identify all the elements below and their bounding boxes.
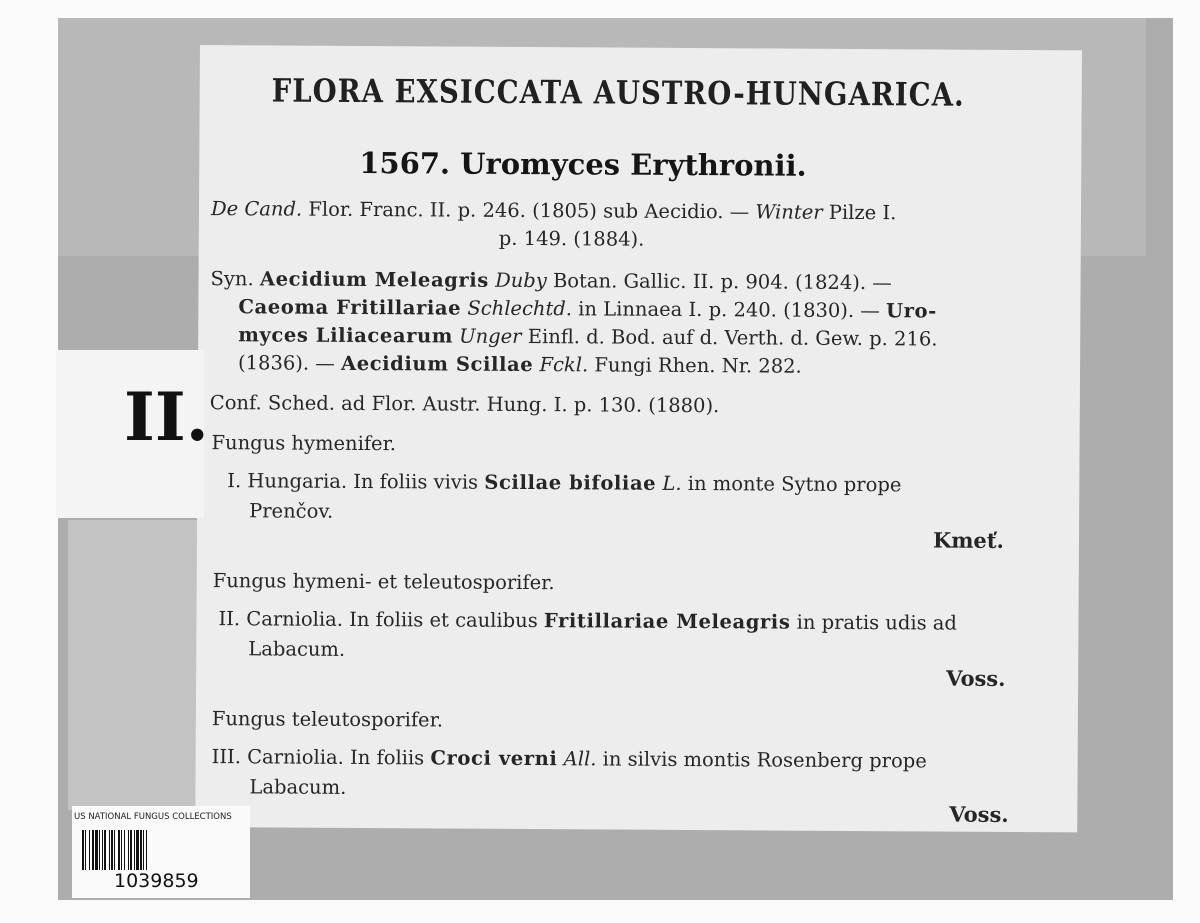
synonym-text: Einfl. d. Bod. auf d. Verth. d. Gew. p. 216. [527, 325, 938, 351]
synonym-text: (1836). — [237, 351, 335, 375]
synonym-name: Uro- [885, 299, 937, 323]
citation-line-2: p. 149. (1884). [498, 226, 645, 251]
synonym-name: myces Liliacearum [238, 323, 454, 348]
host-name: Scillae bifoliae [484, 470, 657, 495]
collector: Voss. [949, 801, 1009, 827]
synonym-text: in Linnaea I. p. 240. (1830). — [578, 297, 880, 323]
section-number: I. [227, 469, 242, 493]
section-locality-line-2: Labacum. [249, 775, 347, 799]
synonym-author: Duby [495, 268, 547, 293]
synonym-text: Botan. Gallic. II. p. 904. (1824). — [552, 269, 892, 295]
citation-text: Flor. Franc. II. p. 246. (1805) sub Aecidio. — [308, 197, 750, 224]
synonym-line-4 [238, 351, 802, 377]
barcode-label [72, 806, 250, 898]
synonym-name: Caeoma Fritillariae [238, 295, 462, 320]
citation-text-2: Pilze I. [828, 200, 897, 225]
section-locality-line-1 [227, 469, 901, 496]
section-locality-line-2: Labacum. [248, 637, 346, 661]
conf-line: Conf. Sched. ad Flor. Austr. Hung. I. p. 130. (1880). [209, 391, 720, 418]
locality-text: in silvis montis Rosenberg prope [602, 747, 927, 773]
synonym-text: Fungi Rhen. Nr. 282. [594, 353, 802, 378]
label-header: FLORA EXSICCATA AUSTRO-HUNGARICA. [271, 71, 965, 114]
synonym-line-2 [238, 295, 937, 322]
synonym-author: Fckl. [539, 353, 589, 377]
section-heading: Fungus hymeni- et teleutosporifer. [212, 569, 555, 595]
host-name: Croci verni [430, 746, 558, 771]
barcode-number: 1039859 [114, 870, 199, 892]
collector: Voss. [946, 665, 1006, 691]
locality-text: Carniolia. In foliis [247, 745, 425, 770]
section-locality-line-1 [218, 607, 957, 635]
synonym-author: Schlechtd. [467, 296, 573, 321]
locality-text: Carniolia. In foliis et caulibus [246, 607, 538, 633]
exsiccata-label [195, 45, 1082, 832]
barcode-bar [147, 830, 149, 870]
section-number: II. [218, 607, 241, 631]
synonym-name: Aecidium Meleagris [259, 267, 489, 292]
host-author: L. [662, 471, 682, 495]
section-locality-line-2: Prenčov. [249, 499, 334, 523]
citation-author: De Cand. [210, 197, 303, 221]
synonym-name: Aecidium Scillae [340, 351, 534, 377]
synonym-prefix: Syn. [210, 267, 254, 291]
synonym-line-3 [238, 323, 937, 350]
section-locality-line-1 [212, 745, 927, 772]
collector: Kmeť. [932, 527, 1004, 553]
citation-author-2: Winter [755, 200, 823, 224]
barcode-institution: US NATIONAL FUNGUS COLLECTIONS [74, 812, 232, 822]
locality-text: in monte Sytno prope [687, 471, 902, 497]
locality-text: Hungaria. In foliis vivis [247, 469, 479, 494]
species-name: 1567. Uromyces Erythronii. [359, 145, 807, 183]
side-roman-numeral: II. [124, 378, 209, 456]
barcode-bars [82, 830, 242, 870]
synonym-line-1 [211, 267, 892, 294]
citation-line-1 [211, 197, 896, 224]
section-heading: Fungus hymenifer. [211, 431, 397, 456]
host-author: All. [563, 747, 597, 771]
locality-text: in pratis udis ad [796, 610, 958, 635]
synonym-author: Unger [459, 324, 522, 348]
section-number: III. [211, 745, 242, 769]
section-heading: Fungus teleutosporifer. [211, 707, 444, 732]
host-name: Fritillariae Meleagris [543, 609, 791, 634]
